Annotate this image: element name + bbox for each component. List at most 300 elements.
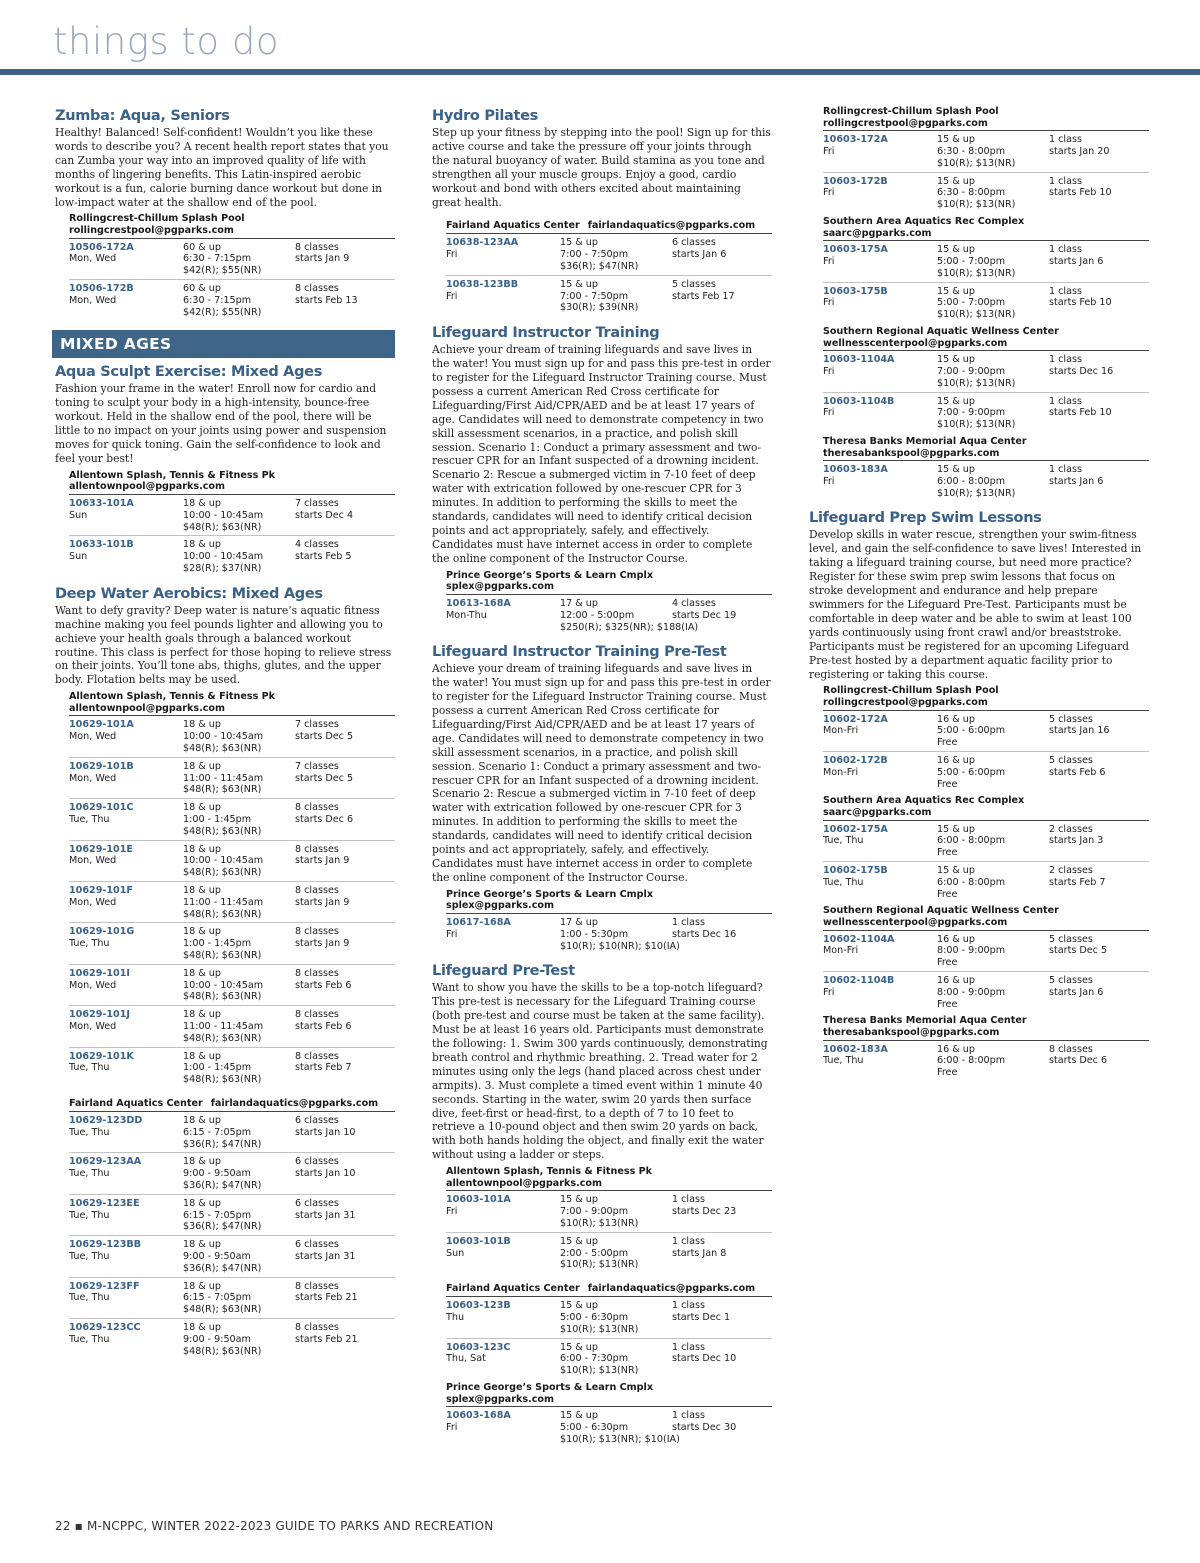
class-listing-row [823, 821, 1149, 862]
class-listing-row [446, 276, 772, 316]
location-block [809, 905, 1149, 1012]
age-range: 15 & up [560, 237, 598, 249]
start-date: starts Dec 10 [672, 1353, 737, 1365]
course-code[interactable]: 10629-101I [69, 967, 130, 979]
class-listing-row [823, 131, 1149, 172]
class-fee: Free [937, 1067, 958, 1079]
location-name: Rollingcrest-Chillum Splash Pool [823, 106, 999, 117]
class-fee: $48(R); $63(NR) [183, 1304, 262, 1316]
course-code[interactable]: 10602-1104A [823, 933, 895, 945]
class-fee: $10(R); $13(NR) [560, 1365, 639, 1377]
course-code[interactable]: 10603-172A [823, 134, 888, 146]
course-code[interactable]: 10629-123EE [69, 1197, 140, 1209]
class-time: 7:00 - 7:50pm [560, 290, 629, 302]
class-fee: $10(R); $13(NR) [937, 377, 1016, 389]
course-code[interactable]: 10629-101C [69, 802, 134, 814]
class-days: Fri [446, 1421, 458, 1433]
location-name: Fairland Aquatics Center [446, 1283, 580, 1295]
course-code[interactable]: 10629-123BB [69, 1239, 142, 1251]
class-count: 8 classes [295, 241, 339, 253]
location-header [69, 470, 395, 495]
course-code[interactable]: 10602-1104B [823, 974, 895, 986]
class-days: Mon, Wed [69, 294, 117, 306]
course-code[interactable]: 10629-101F [69, 885, 133, 896]
location-header [69, 213, 395, 238]
location-email[interactable]: fairlandaquatics@pgparks.com [587, 220, 756, 232]
location-block [55, 213, 395, 320]
start-date: starts Dec 6 [1049, 1055, 1108, 1067]
course-code[interactable]: 10602-183A [823, 1043, 888, 1055]
class-fee: $10(R); $13(NR) [937, 199, 1016, 211]
class-time: 6:15 - 7:05pm [183, 1126, 252, 1138]
class-fee: $36(R); $47(NR) [183, 1221, 262, 1233]
course-lifeguard-instructor-training [432, 324, 772, 635]
location-name: Prince George’s Sports & Learn Cmplx [446, 888, 654, 900]
course-code[interactable]: 10629-101G [69, 926, 135, 938]
class-time: 6:15 - 7:05pm [183, 1209, 252, 1221]
class-count: 1 class [672, 1341, 705, 1353]
course-code[interactable]: 10603-172B [823, 175, 888, 187]
class-listing-row [823, 173, 1149, 213]
class-count: 6 classes [295, 1156, 339, 1168]
course-code[interactable]: 10638-123AA [446, 237, 519, 249]
class-count: 7 classes [295, 760, 339, 772]
age-range: 18 & up [183, 1156, 221, 1168]
age-range: 18 & up [183, 1280, 221, 1292]
class-listing-row [69, 923, 395, 964]
class-listing-row [823, 461, 1149, 501]
class-days: Fri [446, 1206, 458, 1218]
class-listing-row [823, 283, 1149, 323]
start-date: starts Feb 10 [1049, 407, 1112, 419]
course-description: Healthy! Balanced! Self-confident! Wouldn’t you like these words to describe you? A recent health report states that you can Zumba your way into an improved quality of life with months of lingering benefits. This Latin-inspired aerobic workout is a fun, calorie burning dance workout but done in low-impact water at the shallow end of the pool. [55, 126, 389, 209]
class-listing-row [823, 1041, 1149, 1081]
class-days: Mon-Fri [823, 945, 859, 957]
class-time: 9:00 - 9:50am [183, 1333, 251, 1345]
class-days: Thu [446, 1311, 465, 1323]
location-name: Rollingcrest-Chillum Splash Pool [823, 685, 999, 697]
class-listing-row [823, 711, 1149, 752]
course-code[interactable]: 10506-172A [69, 241, 134, 253]
course-code[interactable]: 10602-172A [823, 713, 888, 725]
class-listing-row [69, 841, 395, 882]
class-days: Mon, Wed [69, 772, 117, 784]
course-code[interactable]: 10603-101B [446, 1235, 511, 1247]
class-days: Fri [823, 365, 835, 377]
location-email[interactable]: theresabankspool@pgparks.com [823, 447, 1000, 459]
class-fee: $28(R); $37(NR) [183, 563, 262, 575]
class-fee: Free [937, 998, 958, 1010]
course-code[interactable]: 10603-183A [823, 464, 888, 476]
course-code[interactable]: 10629-123CC [69, 1321, 141, 1333]
course-code[interactable]: 10629-101K [69, 1050, 134, 1062]
age-range: 18 & up [183, 967, 221, 979]
age-range: 18 & up [183, 1321, 221, 1333]
age-range: 18 & up [183, 1114, 221, 1126]
class-listing-row [69, 716, 395, 757]
class-time: 1:00 - 1:45pm [183, 938, 252, 950]
class-days: Mon-Fri [823, 766, 859, 778]
start-date: starts Dec 30 [672, 1421, 737, 1433]
age-range: 18 & up [183, 1050, 221, 1062]
class-time: 5:00 - 7:00pm [937, 297, 1006, 309]
class-listing-row [823, 972, 1149, 1012]
class-days: Fri [823, 986, 835, 998]
class-count: 8 classes [295, 926, 339, 938]
location-email[interactable]: fairlandaquatics@pgparks.com [210, 1097, 379, 1109]
class-days: Mon, Wed [69, 896, 117, 908]
class-count: 7 classes [295, 719, 339, 731]
class-fee: $48(R); $63(NR) [183, 908, 262, 920]
class-days: Tue, Thu [823, 835, 864, 847]
course-code[interactable]: 10629-123DD [69, 1114, 143, 1126]
class-count: 6 classes [295, 1239, 339, 1251]
class-count: 6 classes [295, 1197, 339, 1209]
start-date: starts Jan 20 [1049, 145, 1110, 157]
class-time: 10:00 - 10:45am [183, 509, 264, 521]
class-count: 8 classes [295, 802, 339, 814]
column-right [809, 103, 1149, 1089]
age-range: 18 & up [183, 1009, 221, 1021]
course-title: Lifeguard Prep Swim Lessons [809, 510, 1042, 527]
course-title: Lifeguard Instructor Training [432, 325, 660, 342]
location-header [446, 1276, 772, 1297]
location-header [823, 795, 1149, 820]
class-listing-row [446, 914, 772, 954]
course-code[interactable]: 10603-1104B [823, 395, 895, 407]
class-count: 1 class [672, 1300, 705, 1312]
location-name: Allentown Splash, Tennis & Fitness Pk [69, 691, 276, 703]
class-listing-row [69, 1112, 395, 1153]
class-days: Mon, Wed [69, 979, 117, 991]
location-email[interactable]: saarc@pgparks.com [823, 227, 932, 239]
class-time: 8:00 - 9:00pm [937, 986, 1006, 998]
class-days: Fri [446, 928, 458, 940]
class-days: Mon, Wed [69, 855, 117, 867]
age-range: 15 & up [937, 244, 975, 256]
class-fee: $48(R); $63(NR) [183, 1032, 262, 1044]
class-listing-row [446, 1297, 772, 1338]
location-email[interactable]: splex@pgparks.com [446, 900, 554, 912]
location-name: Theresa Banks Memorial Aqua Center [823, 1015, 1027, 1027]
class-days: Fri [823, 255, 835, 267]
class-count: 5 classes [1049, 713, 1093, 725]
class-days: Tue, Thu [69, 1209, 110, 1221]
location-name: Fairland Aquatics Center [446, 220, 580, 232]
course-code[interactable]: 10603-175A [823, 244, 888, 256]
class-time: 5:00 - 6:30pm [560, 1311, 629, 1323]
course-code[interactable]: 10603-175B [823, 285, 888, 297]
start-date: starts Jan 8 [672, 1247, 727, 1259]
course-code[interactable]: 10603-168A [446, 1410, 511, 1422]
location-email[interactable]: rollingcrestpool@pgparks.com [69, 225, 234, 237]
class-time: 5:00 - 6:00pm [937, 766, 1006, 778]
location-header [446, 1382, 772, 1407]
start-date: starts Jan 6 [1049, 475, 1104, 487]
class-listing-row [69, 536, 395, 576]
start-date: starts Jan 10 [295, 1126, 356, 1138]
start-date: starts Feb 7 [295, 1062, 352, 1074]
location-name: Southern Area Aquatics Rec Complex [823, 215, 1025, 227]
class-time: 1:00 - 5:30pm [560, 928, 629, 940]
course-code[interactable]: 10629-123AA [69, 1156, 142, 1168]
class-count: 8 classes [295, 967, 339, 979]
location-header [446, 889, 772, 914]
location-name: Southern Regional Aquatic Wellness Center [823, 905, 1059, 917]
start-date: starts Jan 6 [1049, 255, 1104, 267]
course-code[interactable]: 10602-175A [823, 823, 888, 835]
course-description: Want to defy gravity? Deep water is nature’s aquatic fitness machine making you feel pounds lighter and allowing you to achieve your health goals through a balanced workout routine. This class is perfect for those hoping to relieve stress on their joints. You’ll tone abs, thighs, glutes, and the upper body. Flotation belts may be used. [55, 603, 392, 687]
class-count: 1 class [1049, 464, 1082, 476]
location-header [446, 213, 772, 234]
category-banner: MIXED AGES [52, 330, 395, 358]
age-range: 18 & up [183, 1197, 221, 1209]
course-code[interactable]: 10603-101A [446, 1194, 511, 1206]
class-count: 4 classes [672, 597, 716, 609]
class-count: 1 class [1049, 134, 1082, 146]
class-time: 9:00 - 9:50am [183, 1250, 251, 1262]
class-listing-row [446, 1233, 772, 1273]
start-date: starts Feb 10 [1049, 187, 1112, 199]
start-date: starts Feb 21 [295, 1292, 358, 1304]
class-time: 7:00 - 7:50pm [560, 249, 629, 261]
class-days: Fri [446, 290, 458, 302]
age-range: 15 & up [937, 354, 975, 366]
class-listing-row [69, 1195, 395, 1236]
header-divider [0, 69, 1200, 75]
age-range: 15 & up [937, 175, 975, 187]
course-code[interactable]: 10638-123BB [446, 278, 519, 290]
class-count: 1 class [672, 916, 705, 928]
course-code[interactable]: 10613-168A [446, 597, 511, 609]
location-email[interactable]: rollingcrestpool@pgparks.com [823, 697, 988, 709]
location-email[interactable]: fairlandaquatics@pgparks.com [587, 1283, 756, 1295]
age-range: 15 & up [937, 823, 975, 835]
age-range: 15 & up [560, 1235, 598, 1247]
class-count: 6 classes [672, 237, 716, 249]
course-code[interactable]: 10629-101E [69, 843, 133, 855]
course-code[interactable]: 10617-168A [446, 916, 511, 928]
class-listing-row [69, 758, 395, 799]
location-email[interactable]: splex@pgparks.com [446, 581, 554, 593]
class-count: 8 classes [295, 843, 339, 855]
class-count: 5 classes [1049, 755, 1093, 767]
location-email[interactable]: wellnesscenterpool@pgparks.com [823, 337, 1008, 349]
class-listing-row [69, 1236, 395, 1277]
location-email[interactable]: wellnesscenterpool@pgparks.com [823, 916, 1008, 928]
class-time: 12:00 - 5:00pm [560, 609, 635, 621]
location-email[interactable]: allentownpool@pgparks.com [69, 702, 226, 714]
start-date: starts Feb 5 [295, 551, 352, 563]
class-count: 8 classes [295, 1280, 339, 1292]
class-fee: $36(R); $47(NR) [560, 261, 639, 273]
course-code[interactable]: 10603-123C [446, 1341, 511, 1353]
class-listing-row [69, 1006, 395, 1047]
class-fee: $10(R); $13(NR) [560, 1217, 639, 1229]
start-date: starts Jan 9 [295, 896, 350, 908]
location-email[interactable]: theresabankspool@pgparks.com [823, 1026, 1000, 1038]
class-time: 10:00 - 10:45am [183, 855, 264, 867]
location-email[interactable]: saarc@pgparks.com [823, 807, 932, 819]
age-range: 16 & up [937, 713, 975, 725]
course-code[interactable]: 10629-101A [69, 719, 134, 731]
location-header [69, 691, 395, 716]
class-time: 5:00 - 7:00pm [937, 255, 1006, 267]
class-count: 1 class [672, 1194, 705, 1206]
location-block [55, 691, 395, 1088]
location-header [823, 326, 1149, 351]
age-range: 18 & up [183, 498, 221, 510]
course-zumba-aqua-seniors [55, 107, 395, 320]
location-block [432, 889, 772, 955]
course-code[interactable]: 10629-101B [69, 760, 134, 772]
class-count: 5 classes [1049, 933, 1093, 945]
class-time: 5:00 - 6:00pm [937, 725, 1006, 737]
course-code[interactable]: 10506-172B [69, 283, 134, 295]
class-days: Mon, Wed [69, 731, 117, 743]
class-time: 6:00 - 7:30pm [560, 1353, 629, 1365]
age-range: 15 & up [560, 278, 598, 290]
location-header [823, 106, 1149, 131]
class-count: 2 classes [1049, 865, 1093, 876]
class-time: 6:15 - 7:05pm [183, 1292, 252, 1304]
age-range: 16 & up [937, 933, 975, 945]
age-range: 16 & up [937, 755, 975, 767]
course-description: Fashion your frame in the water! Enroll now for cardio and toning to sculpt your body in a high-intensity, bounce-free workout. Held in the shallow end of the pool, there will be little to no impact on your joints using power and suspension moves for quick toning. Gain the self-confidence to look and feel your best! [55, 382, 387, 465]
course-title: Hydro Pilates [432, 108, 538, 124]
class-count: 1 class [1049, 175, 1082, 187]
course-code[interactable]: 10603-1104A [823, 354, 895, 366]
age-range: 15 & up [937, 395, 975, 407]
location-email[interactable]: rollingcrestpool@pgparks.com [823, 117, 988, 129]
course-code[interactable]: 10602-172B [823, 755, 888, 767]
location-block [432, 1276, 772, 1379]
age-range: 15 & up [560, 1300, 598, 1312]
class-time: 7:00 - 9:00pm [937, 365, 1006, 377]
class-fee: $48(R); $63(NR) [183, 521, 262, 533]
class-time: 6:00 - 8:00pm [937, 835, 1006, 847]
class-listing-row [446, 1191, 772, 1232]
start-date: starts Jan 6 [1049, 986, 1104, 998]
location-block [432, 1166, 772, 1273]
course-code[interactable]: 10603-123B [446, 1300, 511, 1312]
start-date: starts Dec 6 [295, 814, 354, 826]
class-time: 5:00 - 6:30pm [560, 1421, 629, 1433]
class-count: 1 class [672, 1235, 705, 1247]
course-code[interactable]: 10602-175B [823, 865, 888, 876]
course-lifeguard-instructor-pretest [432, 643, 772, 954]
class-time: 6:30 - 7:15pm [183, 253, 252, 265]
location-header [823, 685, 1149, 710]
class-days: Tue, Thu [69, 1333, 110, 1345]
start-date: starts Jan 16 [1049, 725, 1110, 737]
course-code[interactable]: 10629-101J [69, 1009, 130, 1021]
location-header [823, 1015, 1149, 1040]
class-time: 8:00 - 9:00pm [937, 945, 1006, 957]
location-name: Allentown Splash, Tennis & Fitness Pk [69, 469, 276, 481]
course-lifeguard-pretest-continued [809, 106, 1149, 501]
location-email[interactable]: allentownpool@pgparks.com [69, 481, 226, 493]
location-name: Prince George’s Sports & Learn Cmplx [446, 1381, 654, 1393]
start-date: starts Jan 9 [295, 855, 350, 867]
class-fee: $10(R); $13(NR); $10(IA) [560, 1433, 680, 1445]
class-listing-row [823, 393, 1149, 433]
course-code[interactable]: 10633-101A [69, 498, 134, 510]
age-range: 18 & up [183, 885, 221, 896]
location-name: Fairland Aquatics Center [69, 1097, 203, 1109]
class-listing-row [69, 239, 395, 280]
class-fee: $10(R); $13(NR) [560, 1323, 639, 1335]
start-date: starts Jan 6 [672, 249, 727, 261]
class-count: 8 classes [295, 1321, 339, 1333]
class-fee: $36(R); $47(NR) [183, 1262, 262, 1274]
class-time: 10:00 - 10:45am [183, 551, 264, 563]
age-range: 60 & up [183, 241, 221, 253]
class-days: Tue, Thu [69, 1168, 110, 1180]
location-email[interactable]: allentownpool@pgparks.com [446, 1177, 603, 1189]
class-fee: $10(R); $13(NR) [937, 309, 1016, 321]
course-code[interactable]: 10629-123FF [69, 1280, 140, 1292]
class-fee: $30(R); $39(NR) [560, 302, 639, 314]
start-date: starts Jan 31 [295, 1250, 356, 1262]
class-days: Mon, Wed [69, 1020, 117, 1032]
class-time: 1:00 - 1:45pm [183, 814, 252, 826]
class-count: 8 classes [295, 283, 339, 295]
class-count: 4 classes [295, 539, 339, 551]
start-date: starts Dec 1 [672, 1311, 731, 1323]
class-count: 8 classes [295, 1050, 339, 1062]
class-time: 7:00 - 9:00pm [937, 407, 1006, 419]
location-header [69, 1091, 395, 1112]
class-fee: $48(R); $63(NR) [183, 825, 262, 837]
class-count: 5 classes [1049, 974, 1093, 986]
class-time: 6:30 - 7:15pm [183, 294, 252, 306]
class-days: Sun [446, 1247, 465, 1259]
start-date: starts Feb 6 [1049, 766, 1106, 778]
age-range: 18 & up [183, 926, 221, 938]
class-time: 11:00 - 11:45am [183, 1020, 264, 1032]
class-count: 5 classes [672, 278, 716, 290]
class-days: Tue, Thu [69, 1126, 110, 1138]
location-block [809, 1015, 1149, 1081]
course-lifeguard-pretest [432, 962, 772, 1447]
location-block [809, 685, 1149, 792]
age-range: 18 & up [183, 539, 221, 551]
class-fee: $48(R); $63(NR) [183, 949, 262, 961]
location-email[interactable]: splex@pgparks.com [446, 1393, 554, 1405]
class-fee: $10(R); $13(NR) [937, 157, 1016, 169]
course-title: Lifeguard Pre-Test [432, 963, 575, 980]
class-listing-row [69, 1153, 395, 1194]
location-header [823, 905, 1149, 930]
class-days: Fri [823, 407, 835, 419]
class-fee: $48(R); $63(NR) [183, 1074, 262, 1086]
class-listing-row [823, 931, 1149, 972]
start-date: starts Feb 6 [295, 979, 352, 991]
class-listing-row [69, 882, 395, 923]
page-footer: 22 ▪ M-NCPPC, WINTER 2022-2023 GUIDE TO PARKS AND RECREATION [55, 1519, 494, 1533]
age-range: 18 & up [183, 1239, 221, 1251]
class-listing-row [446, 234, 772, 275]
class-days: Tue, Thu [69, 1250, 110, 1262]
course-code[interactable]: 10633-101B [69, 539, 134, 551]
location-block [432, 570, 772, 636]
location-header [823, 436, 1149, 461]
class-time: 2:00 - 5:00pm [560, 1247, 629, 1259]
class-fee: $10(R); $13(NR) [937, 419, 1016, 431]
start-date: starts Jan 3 [1049, 835, 1104, 847]
location-name: Southern Regional Aquatic Wellness Center [823, 325, 1059, 337]
